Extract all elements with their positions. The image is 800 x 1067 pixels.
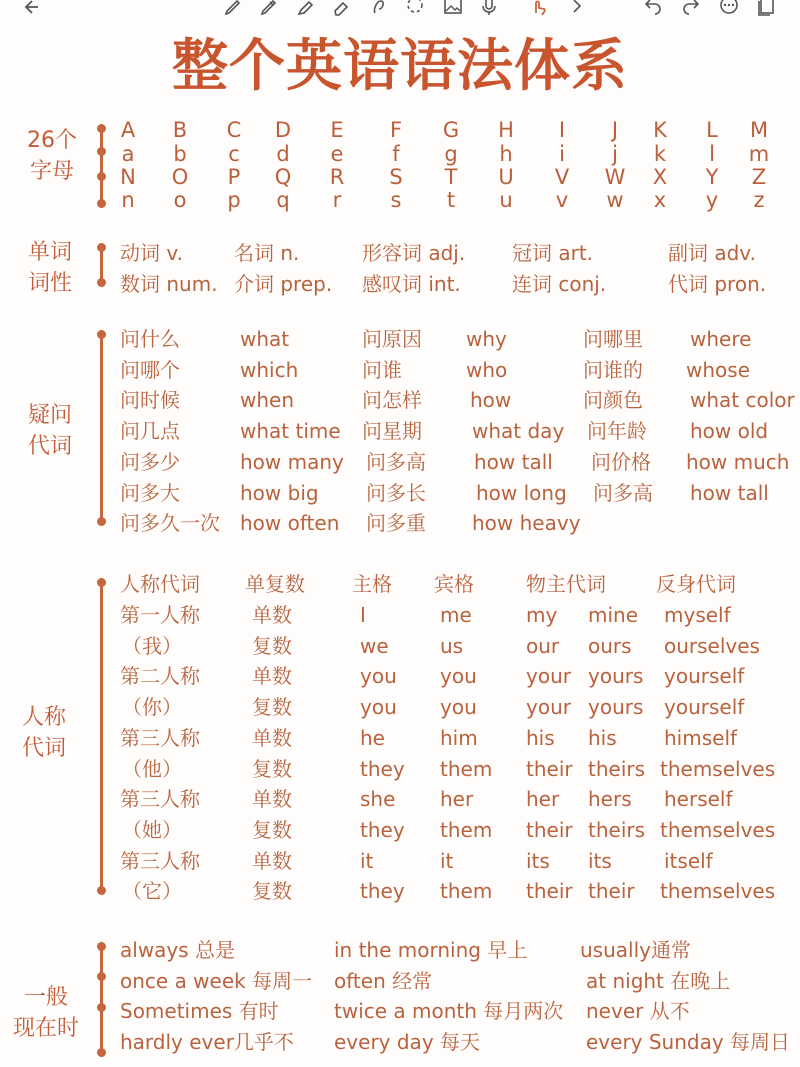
pronoun-cell: its [588,848,612,873]
pronoun-cell: their [526,879,573,904]
time-expression: usually通常 [580,938,691,962]
time-expression: often 经常 [334,968,433,993]
time-expression: at night 在晚上 [586,968,731,993]
pronoun-header: 物主代词 [526,572,606,596]
alphabet-letter: A [120,118,136,142]
pronoun-cell: themselves [660,756,776,781]
alphabet-letter: Q [274,165,292,189]
more-icon[interactable] [718,0,740,18]
pronoun-header: 宾格 [434,572,474,596]
pronoun-cell: its [526,848,550,873]
alphabet-letter: Y [705,165,719,189]
question-word: 问谁 [362,357,402,382]
question-word: 问谁的 [583,357,643,382]
pen-icon[interactable] [222,0,244,18]
bracket-dot [97,886,106,895]
question-word: how heavy [472,511,581,536]
section-label-personal [14,702,74,764]
pos-item: 名词 n. [234,241,300,265]
pronoun-cell: them [440,879,493,904]
pronoun-cell: 第二人称 [120,664,200,689]
question-word: 问几点 [120,419,180,444]
alphabet-letter: z [753,188,765,212]
pages-icon[interactable] [756,0,778,18]
pronoun-cell: it [440,848,454,873]
bracket-dot [97,172,106,181]
bracket-dot [97,243,106,252]
question-word: where [690,327,752,351]
pronoun-cell: herself [664,787,733,812]
alphabet-letter: V [554,165,570,189]
page-title: 整个英语语法体系 [172,34,628,99]
alphabet-letter: C [226,118,242,142]
alphabet-letter: j [612,142,618,166]
pronoun-cell: my [526,603,558,627]
dashed-circle-icon[interactable] [404,0,426,18]
question-word: why [466,327,507,351]
question-word: 问多高 [366,449,426,474]
label-line: 单词 [27,240,72,265]
alphabet-letter: o [173,188,187,212]
alphabet-letter: l [709,142,715,166]
bracket-dot [97,124,106,133]
alphabet-letter: k [653,142,667,166]
pronoun-cell: they [360,756,405,781]
pronoun-cell: 单数 [252,603,292,627]
section-bracket-line [100,942,103,1057]
question-word: what time [240,419,341,444]
question-word: 问哪里 [583,327,643,351]
image-icon[interactable] [442,0,464,18]
alphabet-letter: m [748,142,770,166]
bracket-dot [97,147,106,156]
alphabet-letter: p [227,188,241,212]
question-word: how big [240,480,319,505]
time-expression: in the morning 早上 [334,938,528,962]
alphabet-letter: W [604,165,626,189]
time-expression: every Sunday 每周日 [586,1029,791,1054]
pronoun-cell: me [440,603,472,627]
pronoun-cell: you [360,695,397,720]
section-bracket-line [100,578,103,893]
alphabet-letter: n [121,188,135,212]
time-expression: twice a month 每月两次 [334,999,564,1023]
alphabet-letter: G [442,118,460,142]
alphabet-letter: R [329,165,345,189]
section-bracket-line [100,330,103,525]
pronoun-cell: （它） [122,879,182,904]
question-word: 问多重 [366,511,426,536]
question-word: when [240,388,295,413]
question-word: whose [686,357,750,382]
alphabet-letter: q [276,188,290,212]
question-word: which [240,357,299,382]
pronoun-cell: her [440,787,474,812]
pronoun-cell: them [440,817,493,842]
pronoun-cell: 单数 [252,664,292,689]
alphabet-letter: B [172,118,188,142]
label-line: 现在时 [12,1016,79,1041]
pronoun-header: 单复数 [245,572,305,596]
pos-item: 感叹词 int. [362,272,461,296]
pronoun-cell: her [526,787,560,812]
bracket-dot [97,1048,106,1057]
pronoun-cell: myself [664,603,731,627]
pronoun-cell: 复数 [252,817,292,842]
pronoun-cell: 单数 [252,787,292,812]
alphabet-letter: M [749,118,769,142]
question-word: how old [690,419,769,444]
alphabet-letter: b [173,142,187,166]
bracket-dot [97,199,106,208]
alphabet-letter: N [120,165,136,189]
pronoun-cell: their [526,756,573,781]
pronoun-cell: ourselves [664,633,760,658]
alphabet-letter: e [330,142,344,166]
label-line: 代词 [21,736,66,761]
alphabet-letter: S [389,165,403,189]
question-word: how tall [690,480,769,505]
pronoun-cell: 第三人称 [120,848,200,873]
alphabet-letter: h [499,142,513,166]
pronoun-cell: us [440,633,464,658]
pronoun-cell: itself [664,848,713,873]
question-word: 问原因 [362,327,422,351]
pos-item: 介词 prep. [234,272,333,296]
pronoun-cell: his [588,725,617,750]
pronoun-cell: yours [588,695,644,720]
back-arrow-icon[interactable] [22,0,44,18]
alphabet-letter: F [389,118,403,142]
pronoun-cell: him [440,725,478,750]
question-word: 问什么 [120,327,180,351]
question-word: 问年龄 [587,419,647,444]
pos-item: 动词 v. [120,241,183,265]
pronoun-header: 人称代词 [120,572,200,596]
pronoun-cell: your [526,664,571,689]
alphabet-letter: T [444,165,458,189]
pronoun-cell: you [440,664,477,689]
pronoun-cell: hers [588,787,632,812]
alphabet-letter: Z [751,165,767,189]
question-word: who [466,357,508,382]
time-expression: Sometimes 有时 [120,999,279,1023]
bracket-dot [97,578,106,587]
pronoun-cell: 单数 [252,725,292,750]
question-word: how often [240,511,340,536]
label-line: 一般 [23,985,68,1010]
question-word: 问哪个 [120,357,180,382]
pronoun-cell: I [360,603,366,627]
question-word: 问多久一次 [120,511,220,536]
alphabet-letter: v [555,188,569,212]
alphabet-letter: J [611,118,619,142]
eraser-icon[interactable] [330,0,352,18]
pronoun-cell: 复数 [252,633,292,658]
question-word: 问多长 [366,480,426,505]
alphabet-letter: L [706,118,718,142]
label-line: 词性 [27,271,72,296]
pronoun-cell: （他） [122,756,182,781]
pronoun-cell: he [360,725,385,750]
question-word: how tall [474,449,553,474]
pos-item: 形容词 adj. [362,241,466,265]
pronoun-cell: yourself [664,695,745,720]
pronoun-cell: himself [664,725,738,750]
alphabet-letter: y [705,188,719,212]
pronoun-header: 主格 [352,572,392,596]
pronoun-cell: （我） [122,633,182,658]
pronoun-cell: theirs [588,756,646,781]
question-word: how many [240,449,344,474]
alphabet-letter: U [498,165,514,189]
highlighter-icon[interactable] [294,0,316,18]
pronoun-cell: 复数 [252,695,292,720]
pronoun-cell: their [588,879,635,904]
pronoun-cell: they [360,879,405,904]
redo-icon[interactable] [680,0,702,18]
pos-item: 代词 pron. [668,272,767,296]
alphabet-letter: D [274,118,292,142]
question-word: 问多大 [120,480,180,505]
pos-item: 数词 num. [120,272,218,296]
pronoun-cell: 复数 [252,879,292,904]
toolbar [0,0,800,22]
pronoun-cell: you [440,695,477,720]
pronoun-cell: 第三人称 [120,725,200,750]
question-word: 问多高 [593,480,653,505]
time-expression: every day 每天 [334,1029,481,1054]
question-word: what day [472,419,565,444]
pronoun-cell: （她） [122,817,182,842]
question-word: 问颜色 [583,388,643,413]
pronoun-cell: mine [588,603,639,627]
pronoun-cell: them [440,756,493,781]
alphabet-letter: x [653,188,667,212]
pronoun-cell: （你） [122,695,182,720]
bracket-dot [97,1003,106,1012]
question-word: 问时候 [120,388,180,413]
pronoun-cell: 复数 [252,756,292,781]
pronoun-cell: we [360,633,389,658]
pronoun-cell: you [360,664,397,689]
section-bracket-line [100,124,103,208]
alphabet-letter: P [227,165,241,189]
pronoun-cell: 单数 [252,848,292,873]
pronoun-cell: they [360,817,405,842]
section-label-pos [20,237,80,299]
pronoun-cell: 第三人称 [120,787,200,812]
question-word: what [240,327,290,351]
time-expression: never 从不 [586,999,690,1023]
label-line: 字母 [29,159,74,184]
alphabet-letter: i [559,142,565,166]
label-line: 代词 [27,434,72,459]
question-word: 问星期 [362,419,422,444]
alphabet-letter: r [332,188,342,212]
question-word: how [470,388,512,413]
microphone-icon[interactable] [478,0,500,18]
alphabet-letter: t [446,188,456,212]
pronoun-header: 反身代词 [656,572,736,596]
alphabet-letter: a [121,142,135,166]
bracket-dot [97,972,106,981]
alphabet-letter: u [499,188,513,212]
time-expression: always 总是 [120,938,236,962]
question-word: what color [690,388,795,413]
pronoun-cell: yours [588,664,644,689]
question-word: 问怎样 [362,388,422,413]
label-line: 26个 [27,128,77,153]
question-word: 问价格 [591,449,651,474]
pos-item: 副词 adv. [668,241,756,265]
question-word: how long [476,480,567,505]
pronoun-cell: your [526,695,571,720]
pronoun-cell: she [360,787,396,812]
pos-item: 冠词 art. [512,241,594,265]
pronoun-cell: it [360,848,374,873]
alphabet-letter: K [653,118,667,142]
pronoun-cell: theirs [588,817,646,842]
alphabet-letter: c [228,142,240,166]
bracket-dot [97,942,106,951]
time-expression: once a week 每周一 [120,968,313,993]
alphabet-letter: w [606,188,624,212]
pos-item: 连词 conj. [512,272,607,296]
section-label-present [4,982,88,1044]
section-label-alphabet [20,125,84,187]
marker-icon[interactable] [258,0,280,18]
label-line: 人称 [21,705,66,730]
pronoun-cell: yourself [664,664,745,689]
label-line: 疑问 [27,403,72,428]
touch-hand-icon[interactable] [528,0,550,18]
section-label-question [20,400,80,462]
bracket-dot [97,517,106,526]
alphabet-letter: d [276,142,290,166]
alphabet-letter: f [392,142,400,166]
pronoun-cell: ours [588,633,632,658]
pronoun-cell: their [526,817,573,842]
pronoun-cell: themselves [660,817,776,842]
pronoun-cell: his [526,725,555,750]
bracket-dot [97,330,106,339]
pronoun-cell: themselves [660,879,776,904]
alphabet-letter: X [652,165,668,189]
question-word: how much [686,449,790,474]
forward-arrow-icon[interactable] [566,0,588,18]
pronoun-cell: our [526,633,560,658]
question-word: 问多少 [120,449,180,474]
bracket-dot [97,278,106,287]
lasso-icon[interactable] [368,0,390,18]
alphabet-letter: O [171,165,189,189]
alphabet-letter: g [444,142,458,166]
alphabet-letter: H [498,118,514,142]
alphabet-letter: E [330,118,344,142]
undo-icon[interactable] [642,0,664,18]
alphabet-letter: s [390,188,402,212]
pronoun-cell: 第一人称 [120,603,200,627]
alphabet-letter: I [558,118,566,142]
time-expression: hardly ever几乎不 [120,1029,294,1054]
